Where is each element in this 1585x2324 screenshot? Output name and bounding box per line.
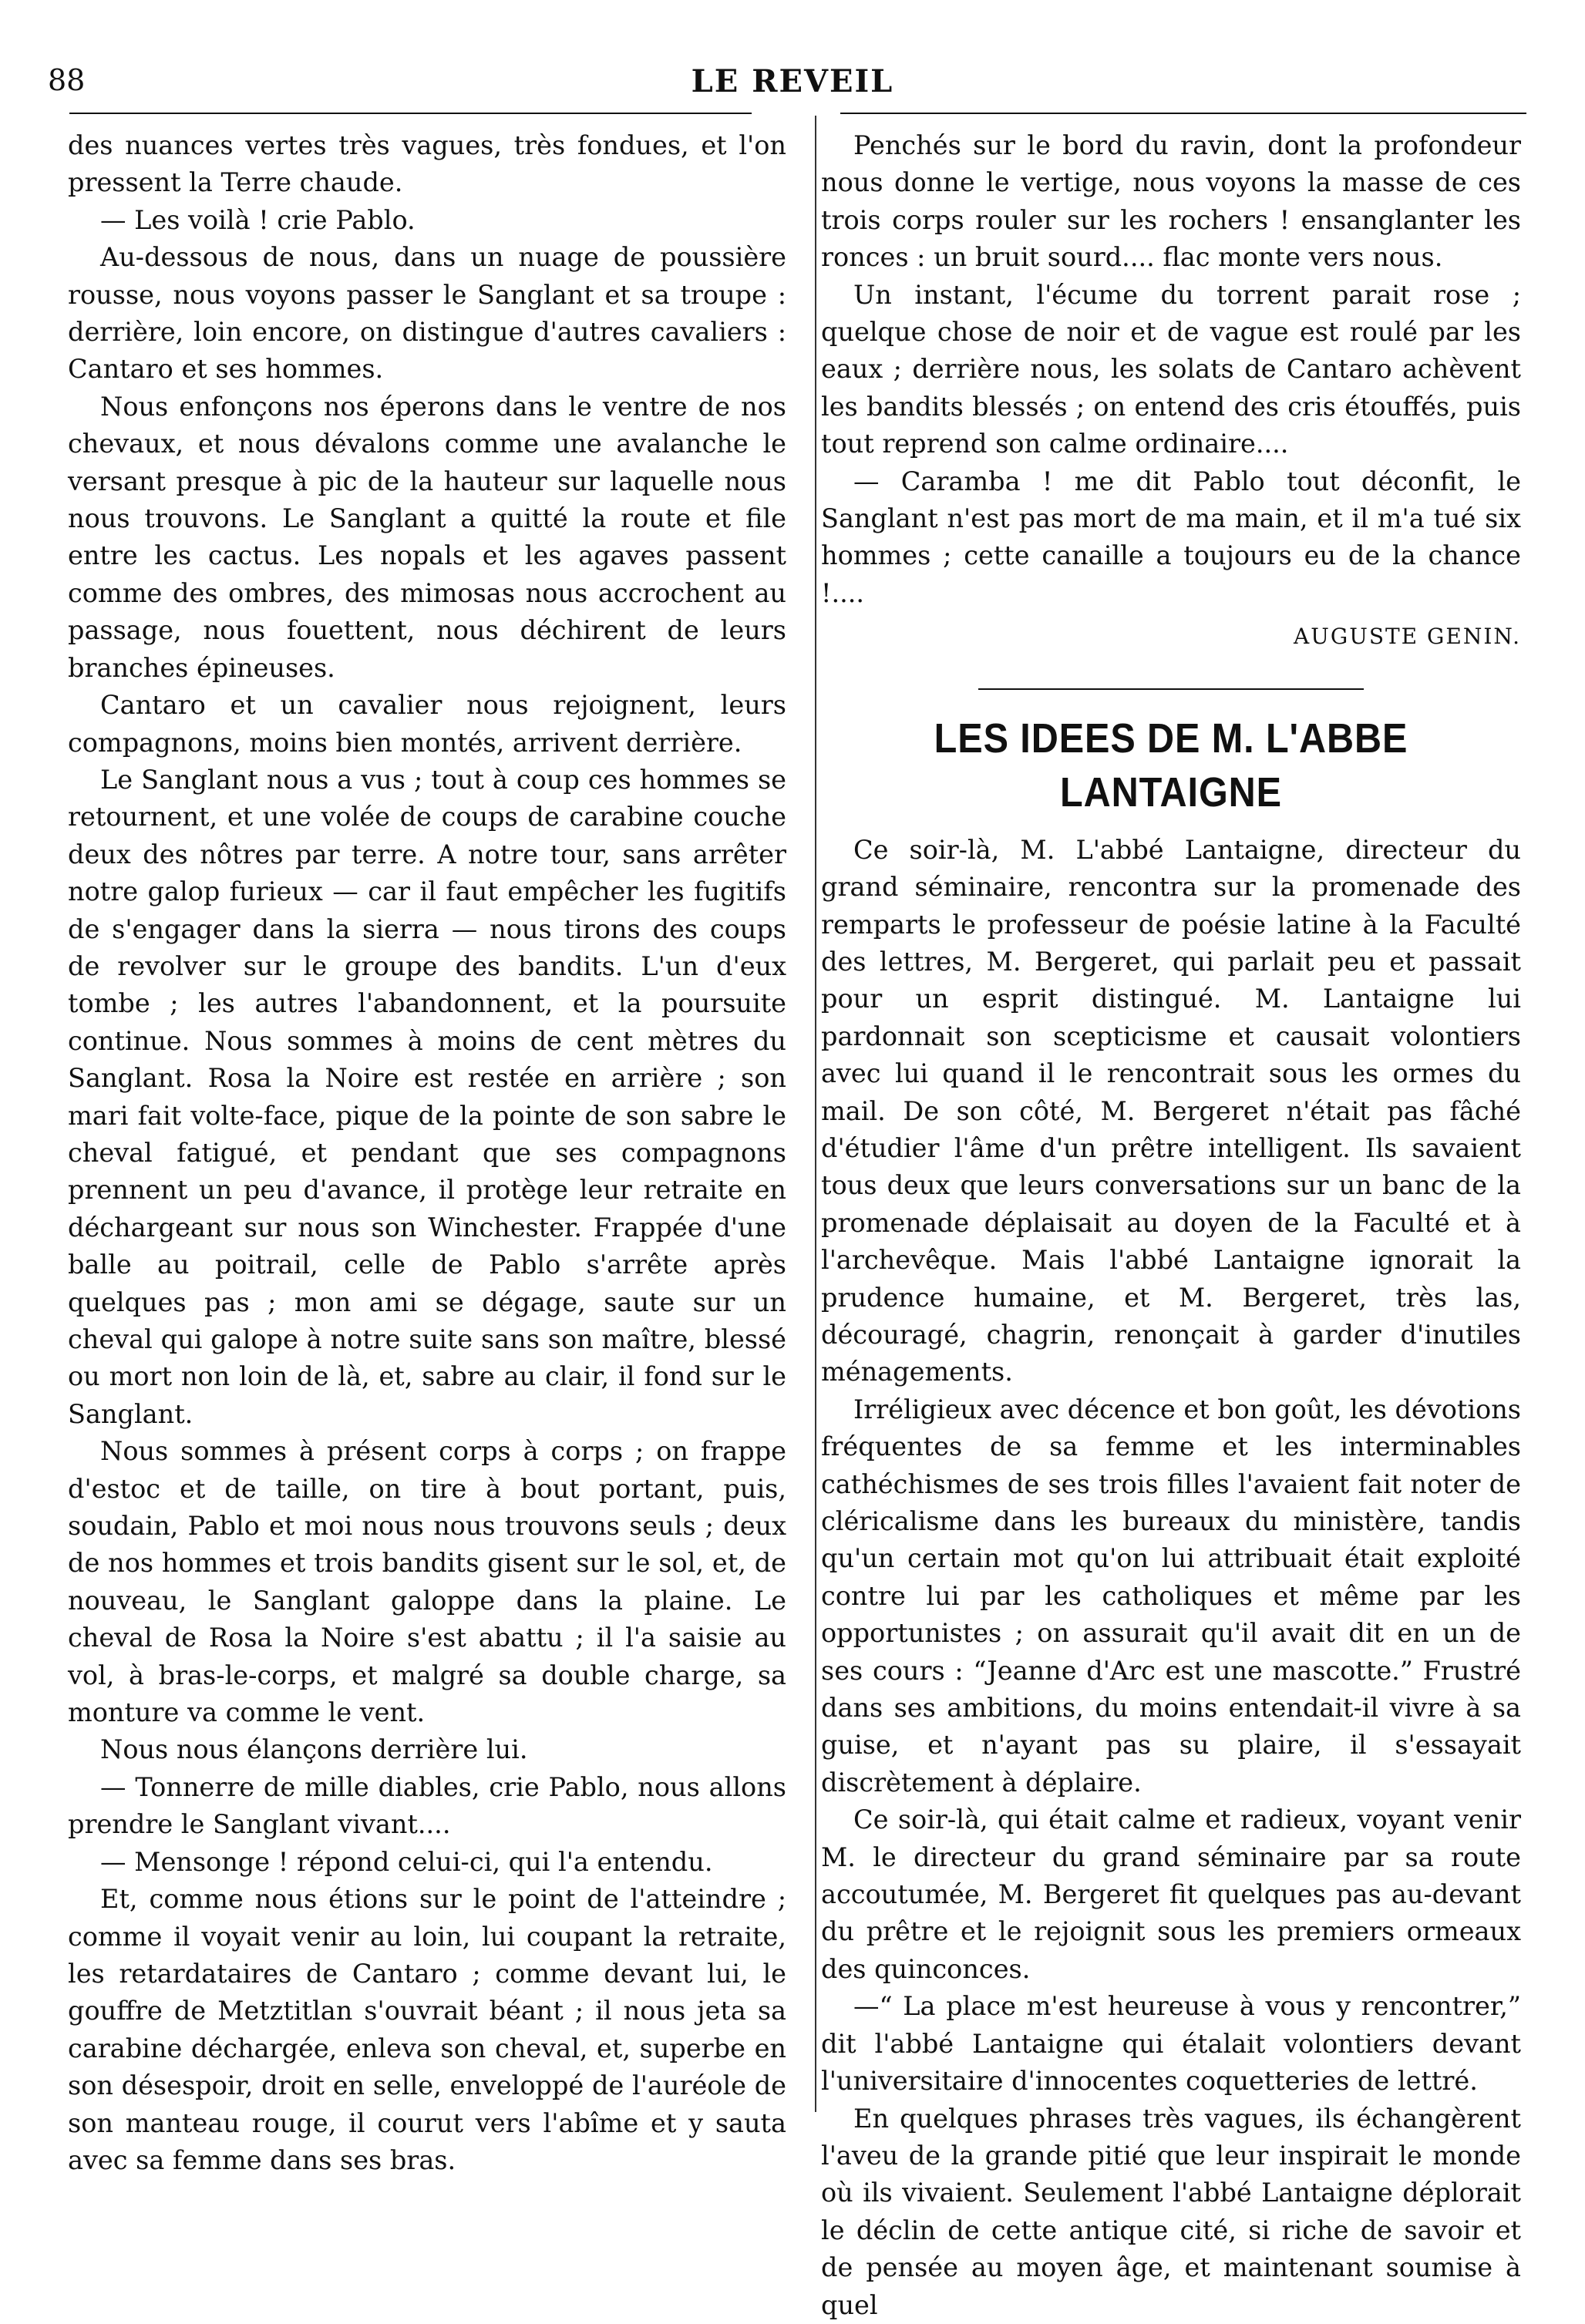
paragraph: — Caramba ! me dit Pablo tout déconfit, le Sanglant n'est pas mort de ma main, et il m'a tué six hommes ; cette canaille a toujours eu de la chance !.... — [821, 466, 1521, 608]
paragraph: — Les voilà ! crie Pablo. — [100, 204, 416, 235]
paragraph: Penchés sur le bord du ravin, dont la profondeur nous donne le vertige, nous voyons la masse de ces trois corps rouler sur les rochers ! ensanglanter les ronces : un bruit sourd.... flac monte vers nous. — [821, 130, 1521, 273]
paragraph: Nous sommes à présent corps à corps ; on frappe d'estoc et de taille, on tire à bout portant, puis, soudain, Pablo et moi nous nous trouvons seuls ; deux de nos hommes et trois bandits gisent sur le sol, et, de nouveau, le Sanglant galoppe dans la plaine. Le cheval de Rosa la Noire s'est abattu ; il l'a saisie au vol, à bras-le-corps, et malgré sa double charge, sa monture va comme le vent. — [68, 1436, 786, 1728]
paragraph: Au-dessous de nous, dans un nuage de poussière rousse, nous voyons passer le Sanglant et sa troupe : derrière, loin encore, on distingue d'autres cavaliers : Cantaro et ses hommes. — [68, 242, 786, 385]
paragraph: des nuances vertes très vagues, très fondues, et l'on pressent la Terre chaude. — [68, 130, 786, 198]
paragraph: Nous nous élançons derrière lui. — [100, 1734, 528, 1765]
paragraph: — Mensonge ! répond celui-ci, qui l'a entendu. — [100, 1846, 713, 1877]
header-rule-right — [840, 113, 1526, 114]
page-header — [0, 63, 1585, 109]
header-rule-left — [69, 113, 752, 114]
paragraph: Cantaro et un cavalier nous rejoignent, leurs compagnons, moins bien montés, arrivent derrière. — [68, 690, 786, 758]
page-number: 88 — [48, 63, 86, 97]
left-column — [68, 127, 786, 2179]
paragraph: Irréligieux avec décence et bon goût, les dévotions fréquentes de sa femme et les interminables cathéchismes de ses trois filles l'avaient fait noter de cléricalisme dans les bureaux du ministère, tandis qu'un certain mot qu'on lui attribuait était exploité contre lui par les catholiques et même par les opportunistes ; on assurait qu'il avait dit en un de ses cours : “Jeanne d'Arc est une mascotte.” Frustré dans ses ambitions, du moins entendait-il vivre à sa guise, et n'ayant pas su plaire, il s'essayait discrètement à déplaire. — [821, 1394, 1521, 1798]
paragraph: —“ La place m'est heureuse à vous y rencontrer,” dit l'abbé Lantaigne qui étalait volontiers devant l'universitaire d'innocentes coquetteries de lettré. — [821, 1991, 1521, 2097]
paragraph: — Tonnerre de mille diables, crie Pablo, nous allons prendre le Sanglant vivant.... — [68, 1771, 786, 1840]
title-rule — [978, 688, 1364, 690]
paragraph: Nous enfonçons nos éperons dans le ventre de nos chevaux, et nous dévalons comme une avalanche le versant presque à pic de la hauteur sur laquelle nous nous trouvons. Le Sanglant a quitté la route et file entre les cactus. Les nopals et les agaves passent comme des ombres, des mimosas nous accrochent au passage, nous fouettent, nous déchirent de leurs branches épineuses. — [68, 391, 786, 683]
journal-title: LE REVEIL — [691, 63, 894, 99]
article-title: LES IDEES DE M. L'ABBE LANTAIGNE — [934, 715, 1408, 816]
paragraph: Ce soir-là, M. L'abbé Lantaigne, directeur du grand séminaire, rencontra sur la promenade des remparts le professeur de poésie latine à la Faculté des lettres, M. Bergeret, qui parlait peu et passait pour un esprit distingué. M. Lantaigne lui pardonnait son scepticisme et causait volontiers avec lui quand il le rencontrait sous les ormes du mail. De son côté, M. Bergeret n'était pas fâché d'étudier l'âme d'un prêtre intelligent. Ils savaient tous deux que leurs conversations sur un banc de la promenade déplaisait au doyen de la Faculté et à l'archevêque. Mais l'abbé Lantaigne ignorait la prudence humaine, et M. Bergeret, très las, découragé, chagrin, renonçait à garder d'inutiles ménagements. — [821, 834, 1521, 1387]
author-signature: AUGUSTE GENIN. — [1294, 624, 1521, 650]
column-divider — [815, 116, 816, 2112]
paragraph: En quelques phrases très vagues, ils échangèrent l'aveu de la grande pitié que leur inspirait le monde où ils vivaient. Seulement l'abbé Lantaigne déplorait le déclin de cette antique cité, si riche de savoir et de pensée au moyen âge, et maintenant soumise à quel — [821, 2103, 1521, 2320]
paragraph: Ce soir-là, qui était calme et radieux, voyant venir M. le directeur du grand séminaire par sa route accoutumée, M. Bergeret fit quelques pas au-devant du prêtre et le rejoignit sous les premiers ormeaux des quinconces. — [821, 1804, 1521, 1984]
paragraph: Et, comme nous étions sur le point de l'atteindre ; comme il voyait venir au loin, lui coupant la retraite, les retardataires de Cantaro ; comme devant lui, le gouffre de Metztitlan s'ouvrait béant ; il nous jeta sa carabine déchargée, enleva son cheval, et, superbe en son désespoir, droit en selle, enveloppé de l'auréole de son manteau rouge, il courut vers l'abîme et y sauta avec sa femme dans ses bras. — [68, 1884, 786, 2175]
right-column — [821, 127, 1521, 2324]
paragraph: Le Sanglant nous a vus ; tout à coup ces hommes se retournent, et une volée de coups de carabine couche deux des nôtres par terre. A notre tour, sans arrêter notre galop furieux — car il faut empêcher les fugitifs de s'engager dans la sierra — nous tirons des coups de revolver sur le groupe des bandits. L'un d'eux tombe ; les autres l'abandonnent, et la poursuite continue. Nous sommes à moins de cent mètres du Sanglant. Rosa la Noire est restée en arrière ; son mari fait volte-face, pique de la pointe de son sabre le cheval fatigué, et pendant que ses compagnons prennent un peu d'avance, il protège leur retraite en déchargeant sur nous son Winchester. Frappée d'une balle au poitrail, celle de Pablo s'arrête après quelques pas ; mon ami se dégage, saute sur un cheval qui galope à notre suite sans son maître, blessé ou mort non loin de là, et, sabre au clair, il fond sur le Sanglant. — [68, 764, 786, 1429]
paragraph: Un instant, l'écume du torrent parait rose ; quelque chose de noir et de vague est roulé par les eaux ; derrière nous, les solats de Cantaro achèvent les bandits blessés ; on entend des cris étouffés, puis tout reprend son calme ordinaire.... — [821, 279, 1521, 459]
